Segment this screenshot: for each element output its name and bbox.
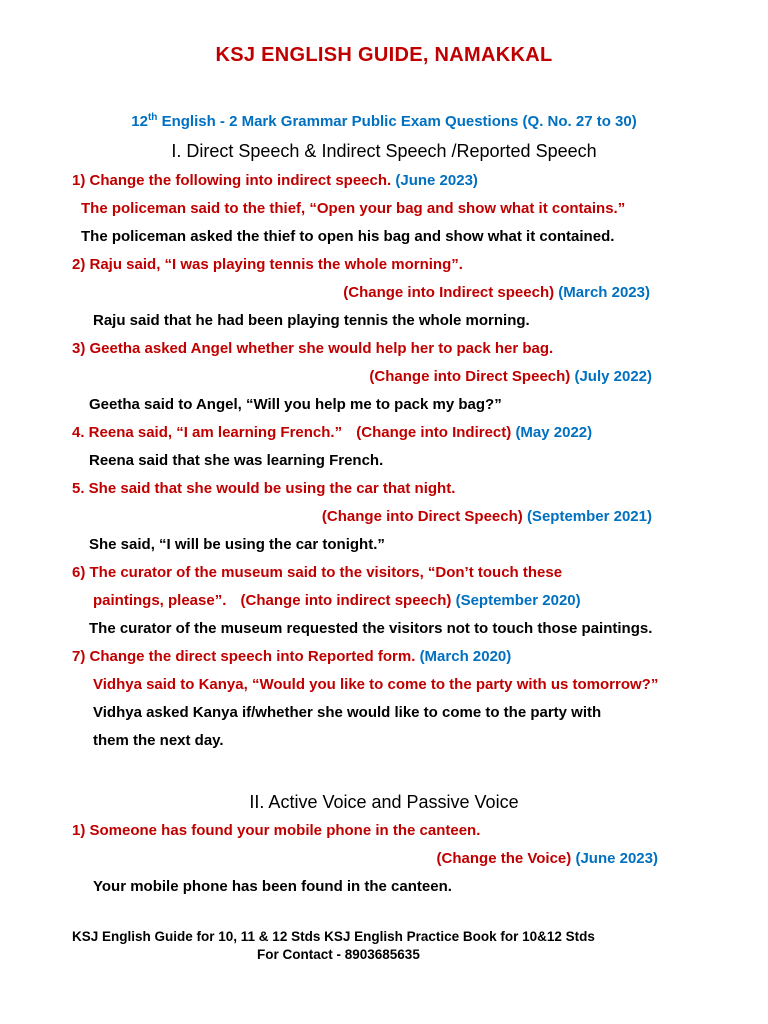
subtitle-sup: th <box>147 112 158 123</box>
q1-question: 1) Change the following into indirect speech. <box>72 172 392 189</box>
q5-instruction: (Change into Direct Speech) <box>321 508 523 525</box>
q3-question: 3) Geetha asked Angel whether she would help her to pack her bag. <box>72 340 554 357</box>
s2-q1-instruction: (Change the Voice) <box>436 850 572 867</box>
q4-answer: Reena said that she was learning French. <box>89 452 384 469</box>
q4-instruction: (Change into Indirect) <box>356 424 512 441</box>
q7-quote: Vidhya said to Kanya, “Would you like to come to the party with us tomorrow?” <box>93 676 659 693</box>
q5-answer: She said, “I will be using the car tonight.” <box>89 536 385 553</box>
q5-question: 5. She said that she would be using the car that night. <box>72 480 456 497</box>
q3-date: (July 2022) <box>574 368 652 385</box>
q6-date: (September 2020) <box>455 592 581 609</box>
q1-date: (June 2023) <box>395 172 478 189</box>
q4-date: (May 2022) <box>515 424 593 441</box>
s2-q1-answer: Your mobile phone has been found in the canteen. <box>93 878 452 895</box>
q1-answer: The policeman asked the thief to open his bag and show what it contained. <box>81 228 615 245</box>
page-title: KSJ ENGLISH GUIDE, NAMAKKAL <box>215 44 553 66</box>
s2-q1-question: 1) Someone has found your mobile phone in the canteen. <box>72 822 481 839</box>
q6-instruction: (Change into indirect speech) <box>240 592 452 609</box>
q6-question-cont: paintings, please”. <box>93 592 227 609</box>
q6-question-cont-line <box>93 592 581 609</box>
q4-question-line <box>72 424 592 441</box>
q7-date: (March 2020) <box>419 648 512 665</box>
q4-question: 4. Reena said, “I am learning French.” <box>72 424 343 441</box>
q5-date: (September 2021) <box>526 508 652 525</box>
q2-date: (March 2023) <box>558 284 650 301</box>
q2-answer: Raju said that he had been playing tennis the whole morning. <box>93 312 530 329</box>
subtitle-prefix: 12 <box>131 113 148 130</box>
footer-contact: For Contact - 8903685635 <box>257 947 420 962</box>
subtitle-rest: English - 2 Mark Grammar Public Exam Questions (Q. No. 27 to 30) <box>157 113 637 130</box>
s2-q1-date: (June 2023) <box>575 850 658 867</box>
s2-q1-instruction-line <box>437 850 658 867</box>
q2-instruction: (Change into Indirect speech) <box>343 284 555 301</box>
q1-quote: The policeman said to the thief, “Open your bag and show what it contains.” <box>81 200 626 217</box>
q6-question: 6) The curator of the museum said to the visitors, “Don’t touch these <box>72 564 563 581</box>
section1-heading: I. Direct Speech & Indirect Speech /Reported Speech <box>171 141 597 161</box>
footer-line1: KSJ English Guide for 10, 11 & 12 Stds KSJ English Practice Book for 10&12 Stds <box>72 929 595 944</box>
q7-answer-line2: them the next day. <box>93 732 224 749</box>
q2-question: 2) Raju said, “I was playing tennis the whole morning”. <box>72 256 463 273</box>
q3-answer: Geetha said to Angel, “Will you help me to pack my bag?” <box>89 396 502 413</box>
q5-instruction-line <box>322 508 652 525</box>
q7-question: 7) Change the direct speech into Reported form. <box>72 648 416 665</box>
q3-instruction-line <box>369 368 652 385</box>
q1-question-line <box>72 172 478 189</box>
q7-question-line <box>72 648 511 665</box>
page-subtitle <box>0 112 768 130</box>
q2-instruction-line <box>343 284 650 301</box>
section2-heading: II. Active Voice and Passive Voice <box>249 792 519 812</box>
q7-answer-line1: Vidhya asked Kanya if/whether she would like to come to the party with <box>93 704 602 721</box>
q3-instruction: (Change into Direct Speech) <box>369 368 571 385</box>
q6-answer: The curator of the museum requested the visitors not to touch those paintings. <box>89 620 653 637</box>
